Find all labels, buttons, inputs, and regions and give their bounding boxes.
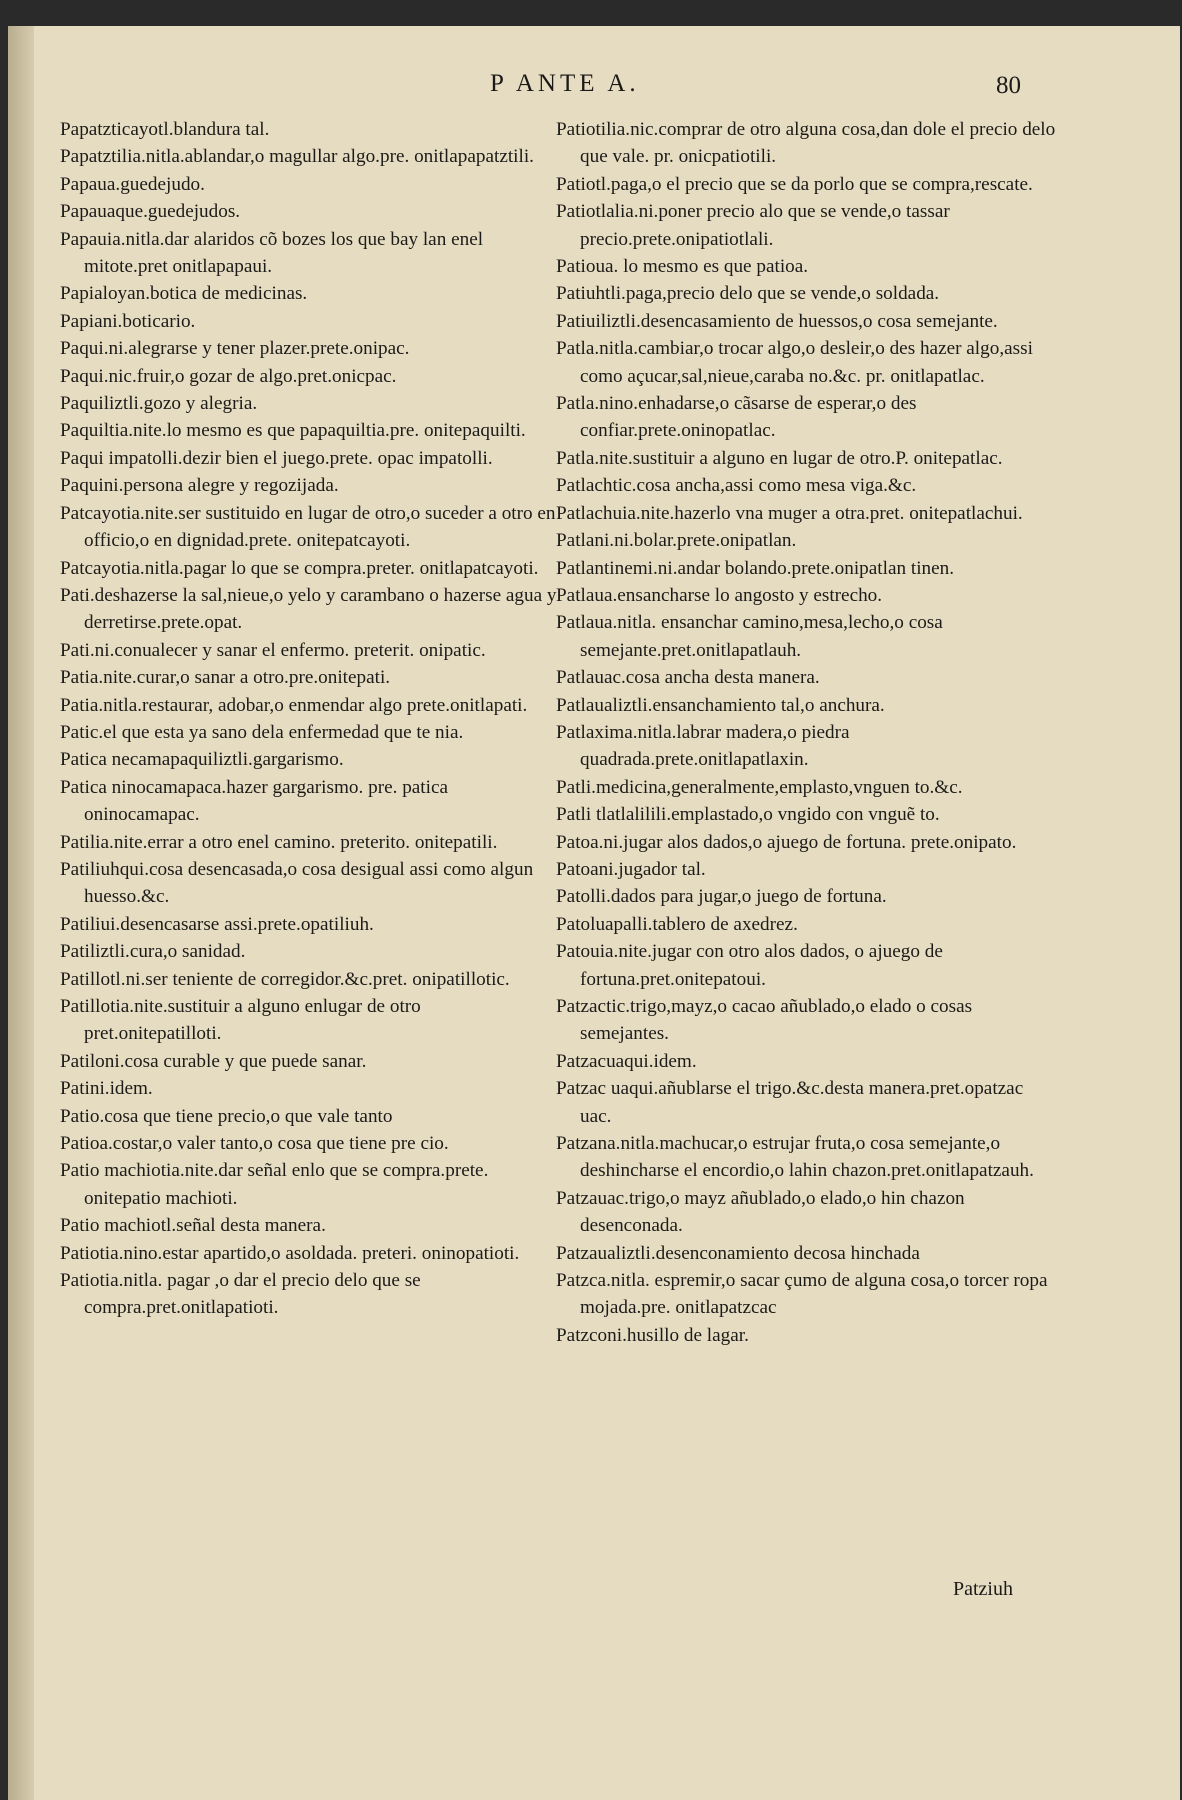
dictionary-entry: Papialoyan.botica de medicinas. — [60, 283, 308, 305]
dictionary-entry: Papatztilia.nitla.ablandar,o magullar algo.pre. onitlapapatztili. — [60, 146, 534, 168]
dictionary-entry: Patiotia.nitla. pagar ,o dar el precio delo que se compra.pret.onitlapatioti. — [60, 1270, 421, 1319]
running-head: P ANTE A. — [490, 70, 640, 97]
dictionary-entry: Patolli.dados para jugar,o juego de fortuna. — [556, 886, 887, 908]
dictionary-entry: Patoani.jugador tal. — [556, 858, 706, 880]
dictionary-entry: Pati.ni.conualecer y sanar el enfermo. preterit. onipatic. — [60, 639, 486, 661]
dictionary-entry: Patic.el que esta ya sano dela enfermedad que te nia. — [60, 721, 464, 743]
catchword: Patziuh — [953, 1578, 1013, 1600]
dictionary-entry: Patzacuaqui.idem. — [556, 1050, 697, 1072]
dictionary-entry: Patzauac.trigo,o mayz añublado,o elado,o hin chazon desenconada. — [556, 1187, 965, 1237]
dictionary-entry: Patioa.costar,o valer tanto,o cosa que tiene pre cio. — [60, 1133, 449, 1155]
dictionary-entry: Papatzticayotl.blandura tal. — [60, 119, 270, 140]
dictionary-entry: Patillotl.ni.ser teniente de corregidor.&c.pret. onipatillotic. — [60, 968, 510, 990]
dictionary-entry: Pati.deshazerse la sal,nieue,o yelo y carambano o hazerse agua y derretirse.prete.opat. — [60, 584, 557, 634]
dictionary-entry: Patzca.nitla. espremir,o sacar çumo de alguna cosa,o torcer ropa mojada.pre. onitlapatzcac — [556, 1270, 1048, 1319]
right-column — [556, 116, 1056, 1349]
dictionary-entry: Patioua. lo mesmo es que patioa. — [556, 256, 809, 278]
dictionary-entry: Patla.nino.enhadarse,o cãsarse de esperar,o des confiar.prete.oninopatlac. — [556, 393, 917, 442]
dictionary-entry: Patlani.ni.bolar.prete.onipatlan. — [556, 530, 797, 552]
dictionary-entry: Paqui.nic.fruir,o gozar de algo.pret.onicpac. — [60, 365, 397, 387]
dictionary-entry: Patzaualiztli.desenconamiento decosa hinchada — [556, 1242, 920, 1264]
dictionary-entry: Patla.nitla.cambiar,o trocar algo,o desleir,o des hazer algo,assi como açucar,sal,nieue,caraba no.&c. pr. onitlapatlac. — [556, 338, 1033, 387]
dictionary-entry: Patillotia.nite.sustituir a alguno enlugar de otro pret.onitepatilloti. — [60, 996, 421, 1045]
dictionary-entry: Patica ninocamapaca.hazer gargarismo. pre. patica oninocamapac. — [60, 776, 448, 826]
dictionary-entry: Patzac uaqui.añublarse el trigo.&c.desta manera.pret.opatzac uac. — [556, 1078, 1024, 1127]
dictionary-entry: Papauia.nitla.dar alaridos cõ bozes los que bay lan enel mitote.pret onitlapapaui. — [60, 228, 484, 278]
dictionary-entry: Patio.cosa que tiene precio,o que vale tanto — [60, 1105, 393, 1127]
dictionary-entry: Patiotl.paga,o el precio que se da porlo que se compra,rescate. — [556, 173, 1033, 195]
dictionary-entry: Patla.nite.sustituir a alguno en lugar de otro.P. onitepatlac. — [556, 447, 1003, 469]
page-number: 80 — [996, 72, 1021, 99]
dictionary-entry: Patiloni.cosa curable y que puede sanar. — [60, 1050, 367, 1072]
dictionary-entry: Patio machiotl.señal desta manera. — [60, 1215, 326, 1237]
dictionary-entry: Patiuhtli.paga,precio delo que se vende,o soldada. — [556, 283, 940, 305]
dictionary-entry: Patzconi.husillo de lagar. — [556, 1324, 749, 1346]
dictionary-entry: Patiotilia.nic.comprar de otro alguna cosa,dan dole el precio delo que vale. pr. onicpatiotili. — [556, 119, 1056, 168]
dictionary-entry: Patiotia.nino.estar apartido,o asoldada. preteri. oninopatioti. — [60, 1242, 520, 1264]
dictionary-entry: Patiliztli.cura,o sanidad. — [60, 941, 246, 963]
dictionary-entry: Patlauac.cosa ancha desta manera. — [556, 667, 820, 689]
dictionary-entry: Patli.medicina,generalmente,emplasto,vnguen to.&c. — [556, 776, 963, 798]
dictionary-entry: Patia.nitla.restaurar, adobar,o enmendar algo prete.onitlapati. — [60, 694, 528, 716]
dictionary-entry: Patlaua.nitla. ensanchar camino,mesa,lecho,o cosa semejante.pret.onitlapatlauh. — [556, 612, 943, 661]
dictionary-entry: Patlantinemi.ni.andar bolando.prete.onipatlan tinen. — [556, 557, 955, 579]
dictionary-entry: Patcayotia.nite.ser sustituido en lugar de otro,o suceder a otro en officio,o en dignidad.prete. onitepatcayoti. — [60, 502, 556, 552]
dictionary-entry: Patzana.nitla.machucar,o estrujar fruta,o cosa semejante,o deshincharse el encordio,o lahin chazon.pret.onitlapatzauh. — [556, 1133, 1034, 1182]
dictionary-entry: Paqui.ni.alegrarse y tener plazer.prete.onipac. — [60, 338, 410, 360]
dictionary-entry: Patoluapalli.tablero de axedrez. — [556, 913, 798, 935]
left-column — [60, 116, 560, 1322]
dictionary-entry: Patoa.ni.jugar alos dados,o ajuego de fortuna. prete.onipato. — [556, 831, 1017, 853]
dictionary-entry: Paqui impatolli.dezir bien el juego.prete. opac impatolli. — [60, 447, 493, 469]
document-page — [8, 26, 1180, 1800]
dictionary-entry: Patilia.nite.errar a otro enel camino. preterito. onitepatili. — [60, 831, 498, 853]
dictionary-entry: Patlaxima.nitla.labrar madera,o piedra quadrada.prete.onitlapatlaxin. — [556, 721, 850, 771]
dictionary-entry: Patlaualiztli.ensanchamiento tal,o anchura. — [556, 694, 885, 716]
dictionary-entry: Patiotlalia.ni.poner precio alo que se vende,o tassar precio.prete.onipatiotlali. — [556, 201, 950, 250]
dictionary-entry: Paquini.persona alegre y regozijada. — [60, 475, 339, 497]
dictionary-entry: Patiliuhqui.cosa desencasada,o cosa desigual assi como algun huesso.&c. — [60, 858, 534, 908]
dictionary-entry: Paquiltia.nite.lo mesmo es que papaquiltia.pre. onitepaquilti. — [60, 420, 526, 442]
dictionary-entry: Patia.nite.curar,o sanar a otro.pre.onitepati. — [60, 667, 391, 689]
dictionary-entry: Papauaque.guedejudos. — [60, 201, 241, 223]
dictionary-entry: Paquiliztli.gozo y alegria. — [60, 393, 258, 415]
dictionary-entry: Patzactic.trigo,mayz,o cacao añublado,o elado o cosas semejantes. — [556, 996, 973, 1045]
dictionary-entry: Papiani.boticario. — [60, 310, 196, 332]
dictionary-entry: Patouia.nite.jugar con otro alos dados, o ajuego de fortuna.pret.onitepatoui. — [556, 941, 943, 990]
dictionary-entry: Patio machiotia.nite.dar señal enlo que se compra.prete. onitepatio machioti. — [60, 1160, 489, 1209]
dictionary-entry: Patini.idem. — [60, 1078, 153, 1100]
dictionary-entry: Papaua.guedejudo. — [60, 173, 205, 195]
dictionary-entry: Patiliui.desencasarse assi.prete.opatiliuh. — [60, 913, 374, 935]
dictionary-entry: Patlaua.ensancharse lo angosto y estrecho. — [556, 584, 883, 606]
dictionary-entry: Patlachuia.nite.hazerlo vna muger a otra.pret. onitepatlachui. — [556, 502, 1023, 524]
dictionary-entry: Patcayotia.nitla.pagar lo que se compra.preter. onitlapatcayoti. — [60, 557, 539, 579]
facing-page-edge — [8, 26, 34, 1800]
dictionary-entry: Patli tlatlalilili.emplastado,o vngido con vnguẽ to. — [556, 804, 940, 826]
dictionary-entry: Patlachtic.cosa ancha,assi como mesa viga.&c. — [556, 475, 917, 497]
dictionary-entry: Patica necamapaquiliztli.gargarismo. — [60, 749, 344, 771]
dictionary-entry: Patiuiliztli.desencasamiento de huessos,o cosa semejante. — [556, 310, 998, 332]
